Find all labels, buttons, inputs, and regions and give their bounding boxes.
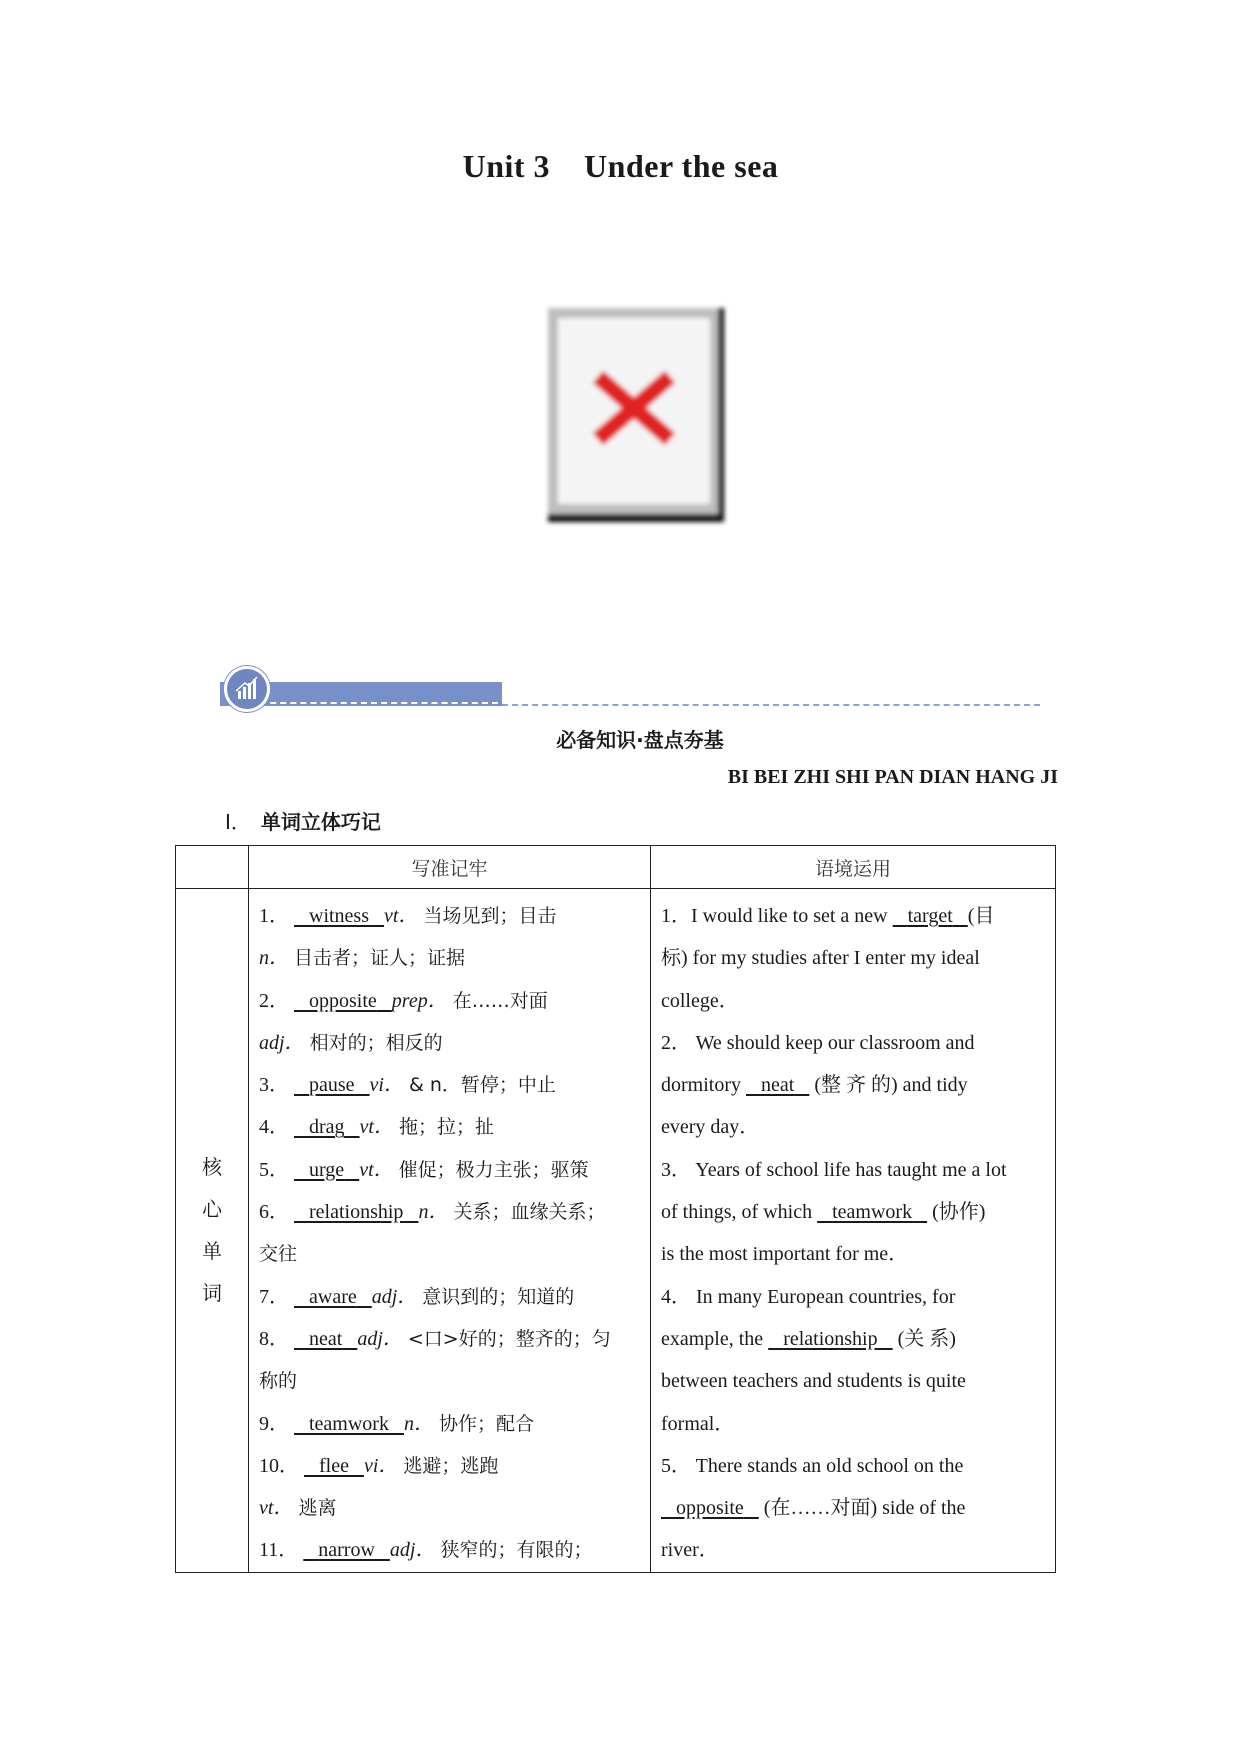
context-line [661, 1360, 1045, 1402]
entry-number: 2． [259, 989, 294, 1012]
sentence-text: is the most important for me． [661, 1243, 909, 1266]
sentence-text: 5． There stands an old school on the [661, 1454, 964, 1477]
meaning-text: 逃离 [298, 1497, 337, 1520]
meaning-text: 交往 [259, 1243, 298, 1266]
unit-number: Unit 3 [462, 148, 551, 184]
answer-word: target [907, 905, 953, 927]
sentence-text: formal． [661, 1412, 735, 1435]
sentence-text: 3． Years of school life has taught me a lot [661, 1158, 1007, 1181]
context-line [661, 980, 1045, 1022]
answer-word: pause [309, 1074, 355, 1097]
sentence-text: of things, of which [661, 1201, 818, 1224]
meaning-text: 关系；血缘关系； [453, 1201, 606, 1224]
meaning-text: 在……对面 [452, 989, 548, 1012]
answer-word: drag [309, 1116, 345, 1139]
section-pinyin: BI BEI ZHI SHI PAN DIAN HANG JI [727, 766, 1058, 788]
header-write: 写准记牢 [249, 846, 651, 889]
core-words-label [176, 889, 249, 1573]
meaning-text: <口>好的；整齐的；匀 [407, 1327, 611, 1350]
sentence-text: (协作) [927, 1201, 986, 1224]
sentence-text: between teachers and students is quite [661, 1370, 966, 1393]
context-line [661, 1233, 1045, 1275]
word-entry [259, 1403, 640, 1445]
context-line [661, 1529, 1045, 1571]
word-entry [259, 1360, 640, 1402]
context-line [661, 1149, 1045, 1191]
entry-number: 8． [259, 1327, 294, 1350]
meaning-text: 催促；极力主张；驱策 [398, 1158, 589, 1181]
context-line [661, 1064, 1045, 1106]
word-entry [259, 1529, 640, 1571]
sentence-text: 1．I would like to set a new [661, 905, 893, 927]
side-char: 单 [202, 1239, 222, 1264]
bar-chart-icon [227, 669, 267, 709]
word-entry [259, 1276, 640, 1318]
answer-word: teamwork [832, 1201, 913, 1224]
meaning-text: 拖；拉；扯 [398, 1116, 494, 1139]
sentence-text: college． [661, 989, 739, 1012]
sentence-text: 标) for my studies after I enter my ideal [661, 947, 980, 970]
page-title [0, 148, 1241, 185]
sentence-text: example, the [661, 1327, 769, 1350]
side-char: 核 [202, 1155, 222, 1180]
word-entry [259, 1064, 640, 1106]
meaning-text: 目击者；证人；证据 [294, 947, 466, 970]
context-line [661, 1487, 1045, 1529]
side-char: 心 [202, 1197, 222, 1222]
word-entry [259, 1445, 640, 1487]
sentence-text: (整 齐 的) and tidy [809, 1074, 968, 1097]
sentence-text: 4． In many European countries, for [661, 1285, 956, 1308]
word-entry [259, 895, 640, 937]
word-entry [259, 1191, 640, 1233]
word-list-column [249, 889, 651, 1573]
context-column [651, 889, 1056, 1573]
word-entry [259, 980, 640, 1022]
part-of-speech: vt． [384, 905, 424, 927]
answer-word: narrow [318, 1539, 375, 1562]
context-line [661, 1318, 1045, 1360]
word-entry [259, 1106, 640, 1148]
word-entry [259, 1149, 640, 1191]
sentence-text: (关 系) [892, 1327, 956, 1350]
banner-dashed-line [502, 704, 1040, 706]
meaning-text: 狭窄的；有限的； [440, 1539, 593, 1562]
answer-word: relationship [309, 1201, 404, 1224]
context-line [661, 1276, 1045, 1318]
part-of-speech: vi． [369, 1074, 409, 1097]
meaning-text: 协作；配合 [438, 1412, 534, 1435]
part-of-speech: n． [403, 1412, 439, 1435]
word-entry [259, 1318, 640, 1360]
entry-number: 7． [259, 1285, 294, 1308]
meaning-text: & n．暂停；中止 [408, 1074, 556, 1097]
part-of-speech: adj． [259, 1031, 310, 1054]
answer-word: neat [309, 1327, 343, 1350]
sentence-text: (目 [967, 905, 995, 927]
word-entry [259, 1233, 640, 1275]
part-heading [225, 806, 381, 835]
context-line [661, 1445, 1045, 1487]
context-line [661, 1191, 1045, 1233]
context-line [661, 1106, 1045, 1148]
vocabulary-table [175, 845, 1056, 1573]
context-line [661, 937, 1045, 979]
part-of-speech: n． [418, 1201, 454, 1224]
broken-image-icon [540, 302, 730, 528]
chart-badge-icon [224, 666, 270, 712]
section-title: 必备知识·盘点夯基 [556, 728, 724, 752]
part-of-speech: prep． [391, 989, 453, 1012]
sentence-text: every day． [661, 1116, 760, 1139]
answer-word: urge [309, 1158, 345, 1181]
part-of-speech: n． [259, 947, 294, 970]
part-of-speech: adj． [357, 1327, 408, 1350]
meaning-text: 意识到的；知道的 [422, 1285, 575, 1308]
answer-word: flee [319, 1454, 349, 1477]
header-blank-cell [176, 846, 249, 889]
answer-word: opposite [309, 989, 377, 1012]
answer-word: aware [309, 1285, 357, 1308]
table-header-row [176, 846, 1056, 889]
part-number: Ⅰ． [225, 810, 251, 834]
part-of-speech: vt． [259, 1497, 299, 1520]
word-entry [259, 1487, 640, 1529]
entry-number: 9． [259, 1412, 294, 1435]
answer-word: relationship [783, 1327, 878, 1350]
meaning-text: 相对的；相反的 [309, 1031, 443, 1054]
entry-number: 11． [259, 1539, 304, 1562]
answer-word: teamwork [309, 1412, 389, 1435]
part-of-speech: vi． [363, 1454, 404, 1477]
sentence-text: river． [661, 1539, 719, 1562]
meaning-text: 称的 [259, 1370, 298, 1393]
header-context: 语境运用 [651, 846, 1056, 889]
meaning-text: 逃避；逃跑 [403, 1454, 499, 1477]
word-entry [259, 937, 640, 979]
part-of-speech: vt． [359, 1158, 399, 1181]
sentence-text: 2． We should keep our classroom and [661, 1031, 975, 1054]
entry-number: 4． [259, 1116, 294, 1139]
part-of-speech: vt． [359, 1116, 399, 1139]
meaning-text: 当场见到；目击 [423, 905, 557, 927]
entry-number: 6． [259, 1201, 294, 1224]
answer-word: witness [309, 905, 369, 927]
part-of-speech: adj． [371, 1285, 423, 1308]
answer-word: neat [761, 1074, 795, 1097]
part-label: 单词立体巧记 [260, 810, 381, 834]
entry-number: 10． [259, 1454, 304, 1477]
entry-number: 3． [259, 1074, 294, 1097]
entry-number: 5． [259, 1158, 294, 1181]
context-line [661, 1403, 1045, 1445]
section-banner [220, 666, 1040, 716]
sentence-text: (在……对面) side of the [758, 1497, 966, 1520]
sentence-text: dormitory [661, 1074, 746, 1097]
part-of-speech: adj． [389, 1539, 441, 1562]
side-char: 词 [202, 1281, 222, 1306]
table-body-row [176, 889, 1056, 1573]
unit-name: Under the sea [584, 148, 779, 184]
context-line [661, 895, 1045, 937]
word-entry [259, 1022, 640, 1064]
context-line [661, 1022, 1045, 1064]
entry-number: 1． [259, 905, 294, 927]
answer-word: opposite [676, 1497, 744, 1520]
